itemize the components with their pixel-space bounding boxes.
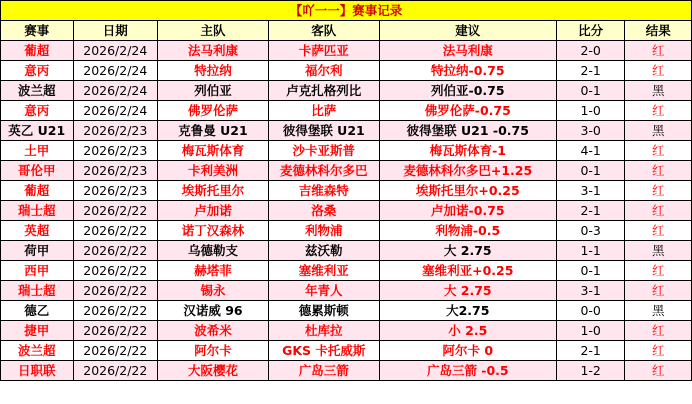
cell-advice: 梅瓦斯体育-1: [379, 141, 556, 161]
cell-date: 2026/2/22: [73, 301, 158, 321]
cell-league: 德乙: [1, 301, 74, 321]
column-header-advice: 建议: [379, 21, 556, 41]
cell-advice: 麦德林科尔多巴+1.25: [379, 161, 556, 181]
cell-result: 红: [625, 201, 692, 221]
cell-score: 0-0: [556, 301, 624, 321]
cell-result: 黑: [625, 241, 692, 261]
cell-away: GKS 卡托威斯: [268, 341, 379, 361]
table-row: [1, 341, 692, 361]
cell-score: 0-1: [556, 81, 624, 101]
table-row: [1, 301, 692, 321]
cell-home: 克鲁曼 U21: [158, 121, 269, 141]
cell-date: 2026/2/23: [73, 181, 158, 201]
cell-league: 英超: [1, 221, 74, 241]
cell-home: 梅瓦斯体育: [158, 141, 269, 161]
column-header-date: 日期: [73, 21, 158, 41]
cell-away: 卢克扎格列比: [268, 81, 379, 101]
cell-score: 2-0: [556, 41, 624, 61]
cell-league: 西甲: [1, 261, 74, 281]
cell-away: 福尔利: [268, 61, 379, 81]
cell-result: 红: [625, 221, 692, 241]
cell-advice: 大 2.75: [379, 241, 556, 261]
header-row: [1, 21, 692, 41]
cell-date: 2026/2/24: [73, 101, 158, 121]
cell-result: 红: [625, 101, 692, 121]
cell-home: 法马利康: [158, 41, 269, 61]
cell-date: 2026/2/23: [73, 121, 158, 141]
cell-away: 利物浦: [268, 221, 379, 241]
cell-away: 兹沃勒: [268, 241, 379, 261]
table-row: [1, 81, 692, 101]
cell-advice: 埃斯托里尔+0.25: [379, 181, 556, 201]
cell-league: 土甲: [1, 141, 74, 161]
cell-score: 0-1: [556, 161, 624, 181]
cell-advice: 广岛三箭 -0.5: [379, 361, 556, 381]
cell-league: 英乙 U21: [1, 121, 74, 141]
column-header-league: 赛事: [1, 21, 74, 41]
cell-league: 日职联: [1, 361, 74, 381]
cell-away: 杜库拉: [268, 321, 379, 341]
cell-advice: 特拉纳-0.75: [379, 61, 556, 81]
cell-score: 4-1: [556, 141, 624, 161]
column-header-away: 客队: [268, 21, 379, 41]
table-row: [1, 41, 692, 61]
table-row: [1, 361, 692, 381]
cell-advice: 大2.75: [379, 301, 556, 321]
cell-home: 乌德勒支: [158, 241, 269, 261]
table-row: [1, 281, 692, 301]
table-row: [1, 321, 692, 341]
cell-league: 哥伦甲: [1, 161, 74, 181]
cell-advice: 彼得堡联 U21 -0.75: [379, 121, 556, 141]
cell-date: 2026/2/22: [73, 341, 158, 361]
table-row: [1, 241, 692, 261]
cell-result: 红: [625, 321, 692, 341]
cell-result: 红: [625, 161, 692, 181]
cell-away: 卡萨匹亚: [268, 41, 379, 61]
cell-away: 麦德林科尔多巴: [268, 161, 379, 181]
table-row: [1, 121, 692, 141]
cell-date: 2026/2/22: [73, 361, 158, 381]
table-row: [1, 61, 692, 81]
title-row: [1, 1, 692, 21]
cell-advice: 佛罗伦萨-0.75: [379, 101, 556, 121]
cell-advice: 小 2.5: [379, 321, 556, 341]
cell-score: 3-1: [556, 181, 624, 201]
column-header-result: 结果: [625, 21, 692, 41]
cell-date: 2026/2/23: [73, 161, 158, 181]
cell-home: 卡利美洲: [158, 161, 269, 181]
cell-score: 2-1: [556, 61, 624, 81]
cell-date: 2026/2/24: [73, 81, 158, 101]
cell-league: 葡超: [1, 181, 74, 201]
cell-home: 卢加诺: [158, 201, 269, 221]
cell-score: 1-0: [556, 101, 624, 121]
cell-date: 2026/2/22: [73, 261, 158, 281]
cell-league: 瑞士超: [1, 281, 74, 301]
match-rows: [1, 41, 692, 381]
cell-home: 赫塔菲: [158, 261, 269, 281]
cell-score: 1-2: [556, 361, 624, 381]
cell-home: 埃斯托里尔: [158, 181, 269, 201]
cell-result: 黑: [625, 121, 692, 141]
cell-result: 红: [625, 341, 692, 361]
table-row: [1, 141, 692, 161]
cell-away: 彼得堡联 U21: [268, 121, 379, 141]
cell-score: 2-1: [556, 201, 624, 221]
table-row: [1, 161, 692, 181]
cell-away: 德累斯顿: [268, 301, 379, 321]
cell-result: 红: [625, 61, 692, 81]
cell-score: 3-1: [556, 281, 624, 301]
cell-date: 2026/2/22: [73, 201, 158, 221]
page-title: 【吖一一】赛事记录: [1, 1, 692, 21]
cell-date: 2026/2/22: [73, 221, 158, 241]
table-row: [1, 201, 692, 221]
cell-home: 大阪樱花: [158, 361, 269, 381]
cell-league: 波兰超: [1, 81, 74, 101]
cell-date: 2026/2/23: [73, 141, 158, 161]
cell-date: 2026/2/24: [73, 41, 158, 61]
cell-home: 锡永: [158, 281, 269, 301]
cell-league: 捷甲: [1, 321, 74, 341]
cell-away: 广岛三箭: [268, 361, 379, 381]
cell-home: 波希米: [158, 321, 269, 341]
cell-away: 年青人: [268, 281, 379, 301]
cell-home: 列伯亚: [158, 81, 269, 101]
table-row: [1, 181, 692, 201]
cell-score: 1-0: [556, 321, 624, 341]
table-row: [1, 221, 692, 241]
cell-result: 红: [625, 141, 692, 161]
cell-home: 汉诺威 96: [158, 301, 269, 321]
cell-date: 2026/2/22: [73, 241, 158, 261]
cell-league: 意丙: [1, 101, 74, 121]
cell-score: 2-1: [556, 341, 624, 361]
cell-league: 瑞士超: [1, 201, 74, 221]
cell-advice: 利物浦-0.5: [379, 221, 556, 241]
cell-league: 荷甲: [1, 241, 74, 261]
cell-result: 红: [625, 361, 692, 381]
cell-date: 2026/2/24: [73, 61, 158, 81]
cell-away: 比萨: [268, 101, 379, 121]
cell-advice: 列伯亚-0.75: [379, 81, 556, 101]
cell-advice: 塞维利亚+0.25: [379, 261, 556, 281]
cell-away: 洛桑: [268, 201, 379, 221]
cell-date: 2026/2/22: [73, 321, 158, 341]
column-header-home: 主队: [158, 21, 269, 41]
cell-home: 诺丁汉森林: [158, 221, 269, 241]
cell-home: 阿尔卡: [158, 341, 269, 361]
cell-result: 红: [625, 41, 692, 61]
cell-home: 佛罗伦萨: [158, 101, 269, 121]
cell-league: 波兰超: [1, 341, 74, 361]
cell-advice: 大 2.75: [379, 281, 556, 301]
cell-score: 1-1: [556, 241, 624, 261]
cell-advice: 阿尔卡 0: [379, 341, 556, 361]
cell-score: 0-1: [556, 261, 624, 281]
cell-result: 红: [625, 181, 692, 201]
cell-result: 红: [625, 261, 692, 281]
cell-advice: 卢加诺-0.75: [379, 201, 556, 221]
cell-result: 黑: [625, 301, 692, 321]
cell-home: 特拉纳: [158, 61, 269, 81]
cell-score: 3-0: [556, 121, 624, 141]
cell-score: 0-3: [556, 221, 624, 241]
table-row: [1, 261, 692, 281]
cell-advice: 法马利康: [379, 41, 556, 61]
table-row: [1, 101, 692, 121]
cell-away: 沙卡亚斯普: [268, 141, 379, 161]
cell-date: 2026/2/22: [73, 281, 158, 301]
cell-away: 塞维利亚: [268, 261, 379, 281]
cell-result: 黑: [625, 81, 692, 101]
cell-league: 葡超: [1, 41, 74, 61]
cell-league: 意丙: [1, 61, 74, 81]
column-header-score: 比分: [556, 21, 624, 41]
cell-result: 红: [625, 281, 692, 301]
cell-away: 吉维森特: [268, 181, 379, 201]
